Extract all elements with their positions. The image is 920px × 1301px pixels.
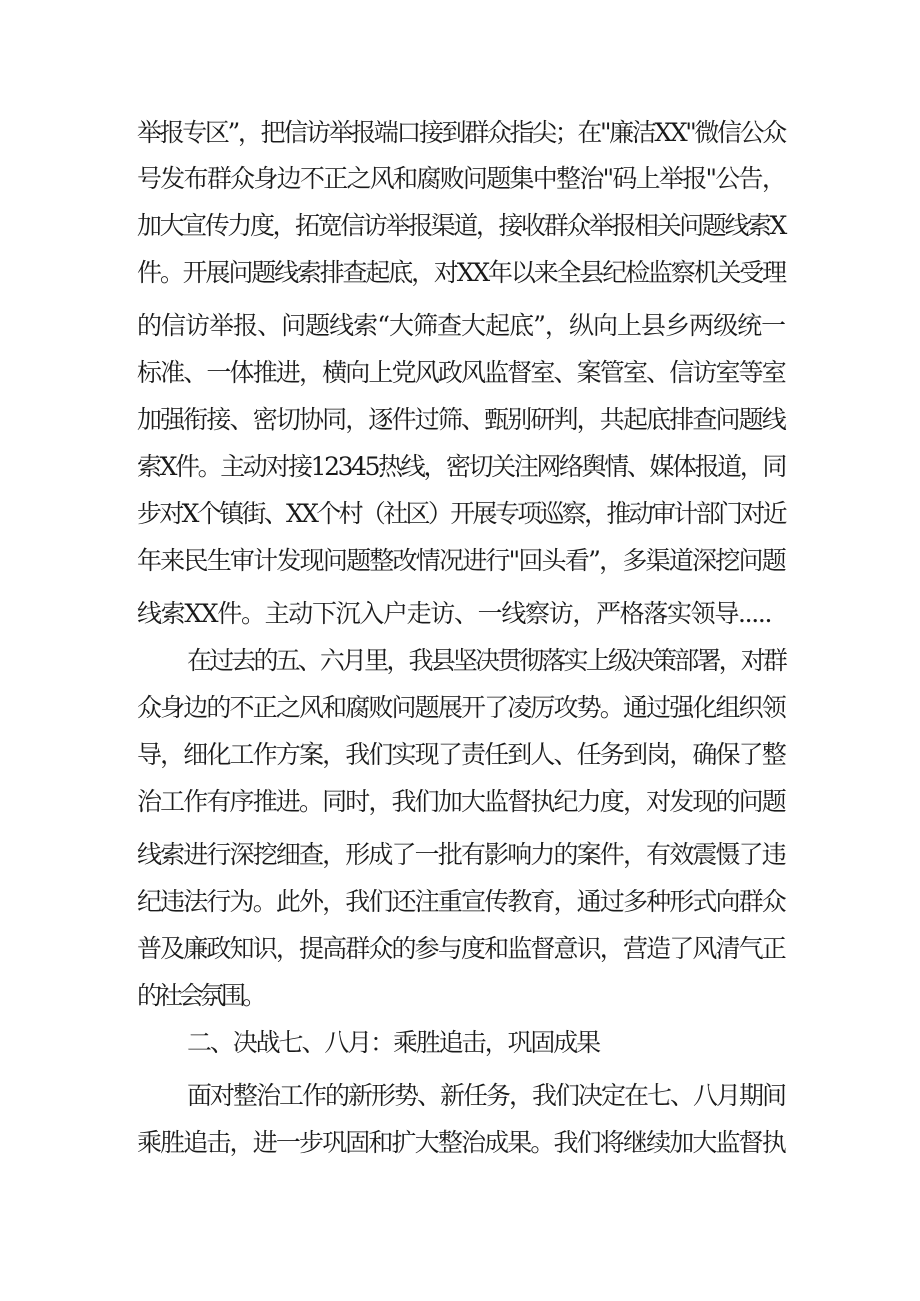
text-line <box>0 835 920 875</box>
section-heading: 二、决战七、八月：乘胜追击，巩固成果 <box>187 1028 600 1057</box>
text-line <box>0 541 920 581</box>
text-line <box>0 400 920 440</box>
text-line-content: 标准、一体推进，横向上党风政风监督室、案管室、信访室等室 <box>137 358 785 387</box>
text-line <box>0 494 920 534</box>
text-line <box>0 113 920 153</box>
text-line-content: 治工作有序推进。同时，我们加大监督执纪力度，对发现的问题 <box>137 787 785 816</box>
text-line <box>0 976 920 1016</box>
text-line <box>0 253 920 293</box>
text-line <box>0 735 920 775</box>
text-line-content: 举报专区”，把信访举报端口接到群众指尖；在"廉洁XX"微信公众 <box>137 118 785 147</box>
text-line <box>0 1076 920 1116</box>
text-line-content: 面对整治工作的新形势、新任务，我们决定在七、八月期间 <box>187 1081 786 1110</box>
text-line-content: 纪违法行为。此外，我们还注重宣传教育，通过多种形式向群众 <box>137 887 785 916</box>
text-line <box>0 688 920 728</box>
text-line-content: 线索XX件。主动下沉入户走访、一线察访，严格落实领导..... <box>137 599 772 628</box>
text-line <box>0 353 920 393</box>
text-line-content: 众身边的不正之风和腐败问题展开了凌厉攻势。通过强化组织领 <box>137 693 785 722</box>
text-line-content: 的信访举报、问题线索“大筛查大起底”，纵向上县乡两级统一 <box>137 311 786 340</box>
text-line <box>0 447 920 487</box>
text-line <box>0 641 920 681</box>
text-line-content: 线索进行深挖细查，形成了一批有影响力的案件，有效震慑了违 <box>137 840 785 869</box>
text-line <box>0 306 920 346</box>
text-line <box>0 594 920 634</box>
text-line <box>0 159 920 199</box>
text-line <box>0 929 920 969</box>
text-line-content: 加大宣传力度，拓宽信访举报渠道，接收群众举报相关问题线索X <box>137 211 785 240</box>
text-line <box>0 1023 920 1063</box>
text-line <box>0 206 920 246</box>
text-line-content: 的社会氛围。 <box>137 981 264 1010</box>
text-line-content: 索X件。主动对接12345热线，密切关注网络舆情、媒体报道，同 <box>137 452 785 481</box>
text-line <box>0 882 920 922</box>
text-line <box>0 782 920 822</box>
text-line-content: 号发布群众身边不正之风和腐败问题集中整治"码上举报"公告， <box>137 164 786 193</box>
text-line-content: 步对X个镇街、XX个村（社区）开展专项巡察，推动审计部门对近 <box>137 499 785 528</box>
text-line-content: 导，细化工作方案，我们实现了责任到人、任务到岗，确保了整 <box>137 740 785 769</box>
text-line-content: 乘胜追击，进一步巩固和扩大整治成果。我们将继续加大监督执 <box>137 1128 785 1157</box>
text-line-content: 件。开展问题线索排查起底，对XX年以来全县纪检监察机关受理 <box>137 258 785 287</box>
text-line-content: 普及廉政知识，提高群众的参与度和监督意识，营造了风清气正 <box>137 934 785 963</box>
text-line-content: 在过去的五、六月里，我县坚决贯彻落实上级决策部署，对群 <box>187 646 786 675</box>
text-line-content: 年来民生审计发现问题整改情况进行"回头看”，多渠道深挖问题 <box>137 546 785 575</box>
text-line <box>0 1123 920 1163</box>
text-line-content: 加强衔接、密切协同，逐件过筛、甄别研判，共起底排查问题线 <box>137 405 785 434</box>
